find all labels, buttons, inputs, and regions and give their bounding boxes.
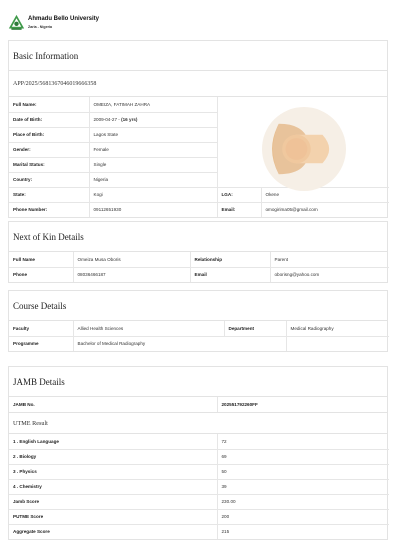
course-details-card [8,290,388,352]
page-header [8,14,400,36]
jamb-score-value: 230.00 [217,494,389,509]
subject-score: 50 [217,464,389,479]
applicant-photo-placeholder [262,107,346,191]
utme-result-title: UTME Result [9,412,387,434]
basic-information-title: Basic Information [9,41,387,71]
kin-name-value: Omeiza Musa Oboris [73,252,190,267]
table-row [9,509,389,524]
age-text: (16 yrs) [121,117,138,122]
table-row [9,397,389,412]
field-label: Full Name: [9,97,89,112]
subject-score: 39 [217,479,389,494]
date-of-birth-value [89,112,217,127]
course-details-table [9,321,389,351]
university-name: Ahmadu Bello University [28,16,100,22]
department-value: Medical Radiography [286,321,389,336]
course-details-title: Course Details [9,291,387,321]
score-label: Aggregate Score [9,524,217,539]
field-label: JAMB No. [9,397,217,412]
programme-value: Bachelor of Medical Radiography [73,336,286,351]
table-row [9,97,389,112]
lga-value: Okene [261,187,389,202]
jamb-number-table [9,397,389,412]
next-of-kin-title: Next of Kin Details [9,222,387,252]
table-row [9,494,389,509]
field-label: Relationship [190,252,270,267]
next-of-kin-card [8,221,388,283]
table-row [9,449,389,464]
field-label: Gender: [9,142,89,157]
table-row [9,336,389,351]
subject-label: 1 . English Language [9,434,217,449]
field-label: Email: [217,202,261,217]
score-label: Jamb Score [9,494,217,509]
field-label: State: [9,187,89,202]
dob-text: 2009-04-27 - [93,117,122,122]
putme-score-value: 200 [217,509,389,524]
place-of-birth-value: Lagos State [89,127,217,142]
faculty-value: Allied Health Sciences [73,321,224,336]
field-label: Country: [9,172,89,187]
field-label: Faculty [9,321,73,336]
state-value: Kogi [89,187,217,202]
application-number: APP/2025/5681367046019666358 [9,71,387,97]
jamb-details-title: JAMB Details [9,367,387,397]
basic-information-card [8,40,388,218]
email-value: omogirima05@gmail.com [261,202,389,217]
field-label: LGA: [217,187,261,202]
field-label: Phone Number: [9,202,89,217]
utme-result-table [9,434,389,539]
score-label: PUTME Score [9,509,217,524]
table-row [9,202,389,217]
field-label: Place of Birth: [9,127,89,142]
subject-label: 2 . Biology [9,449,217,464]
table-row [9,434,389,449]
empty-cell [286,336,389,351]
subject-score: 69 [217,449,389,464]
subject-label: 3 . Physics [9,464,217,479]
phone-value: 09112651930 [89,202,217,217]
university-location: Zaria - Nigeria [28,25,52,29]
field-label: Phone [9,267,73,282]
full-name-value: OMEIZA, FATIMAH ZAHRA [89,97,217,112]
subject-score: 72 [217,434,389,449]
table-row [9,267,389,282]
country-value: Nigeria [89,172,217,187]
jamb-details-card [8,366,388,540]
subject-label: 4 . Chemistry [9,479,217,494]
table-row [9,479,389,494]
kin-email-value: oborisng@yahoo.com [270,267,389,282]
field-label: Date of Birth: [9,112,89,127]
aggregate-score-value: 215 [217,524,389,539]
marital-status-value: Single [89,157,217,172]
gender-value: Female [89,142,217,157]
field-label: Department [224,321,286,336]
basic-information-table [9,97,389,217]
university-logo-icon [8,14,25,31]
table-row [9,321,389,336]
field-label: Email [190,267,270,282]
field-label: Full Name [9,252,73,267]
photo-cell [217,97,389,187]
table-row [9,524,389,539]
kin-phone-value: 08036466187 [73,267,190,282]
jamb-number-value: 202551792260FF [217,397,389,412]
relationship-value: Parent [270,252,389,267]
table-row [9,464,389,479]
field-label: Marital Status: [9,157,89,172]
field-label: Programme [9,336,73,351]
next-of-kin-table [9,252,389,282]
table-row [9,252,389,267]
